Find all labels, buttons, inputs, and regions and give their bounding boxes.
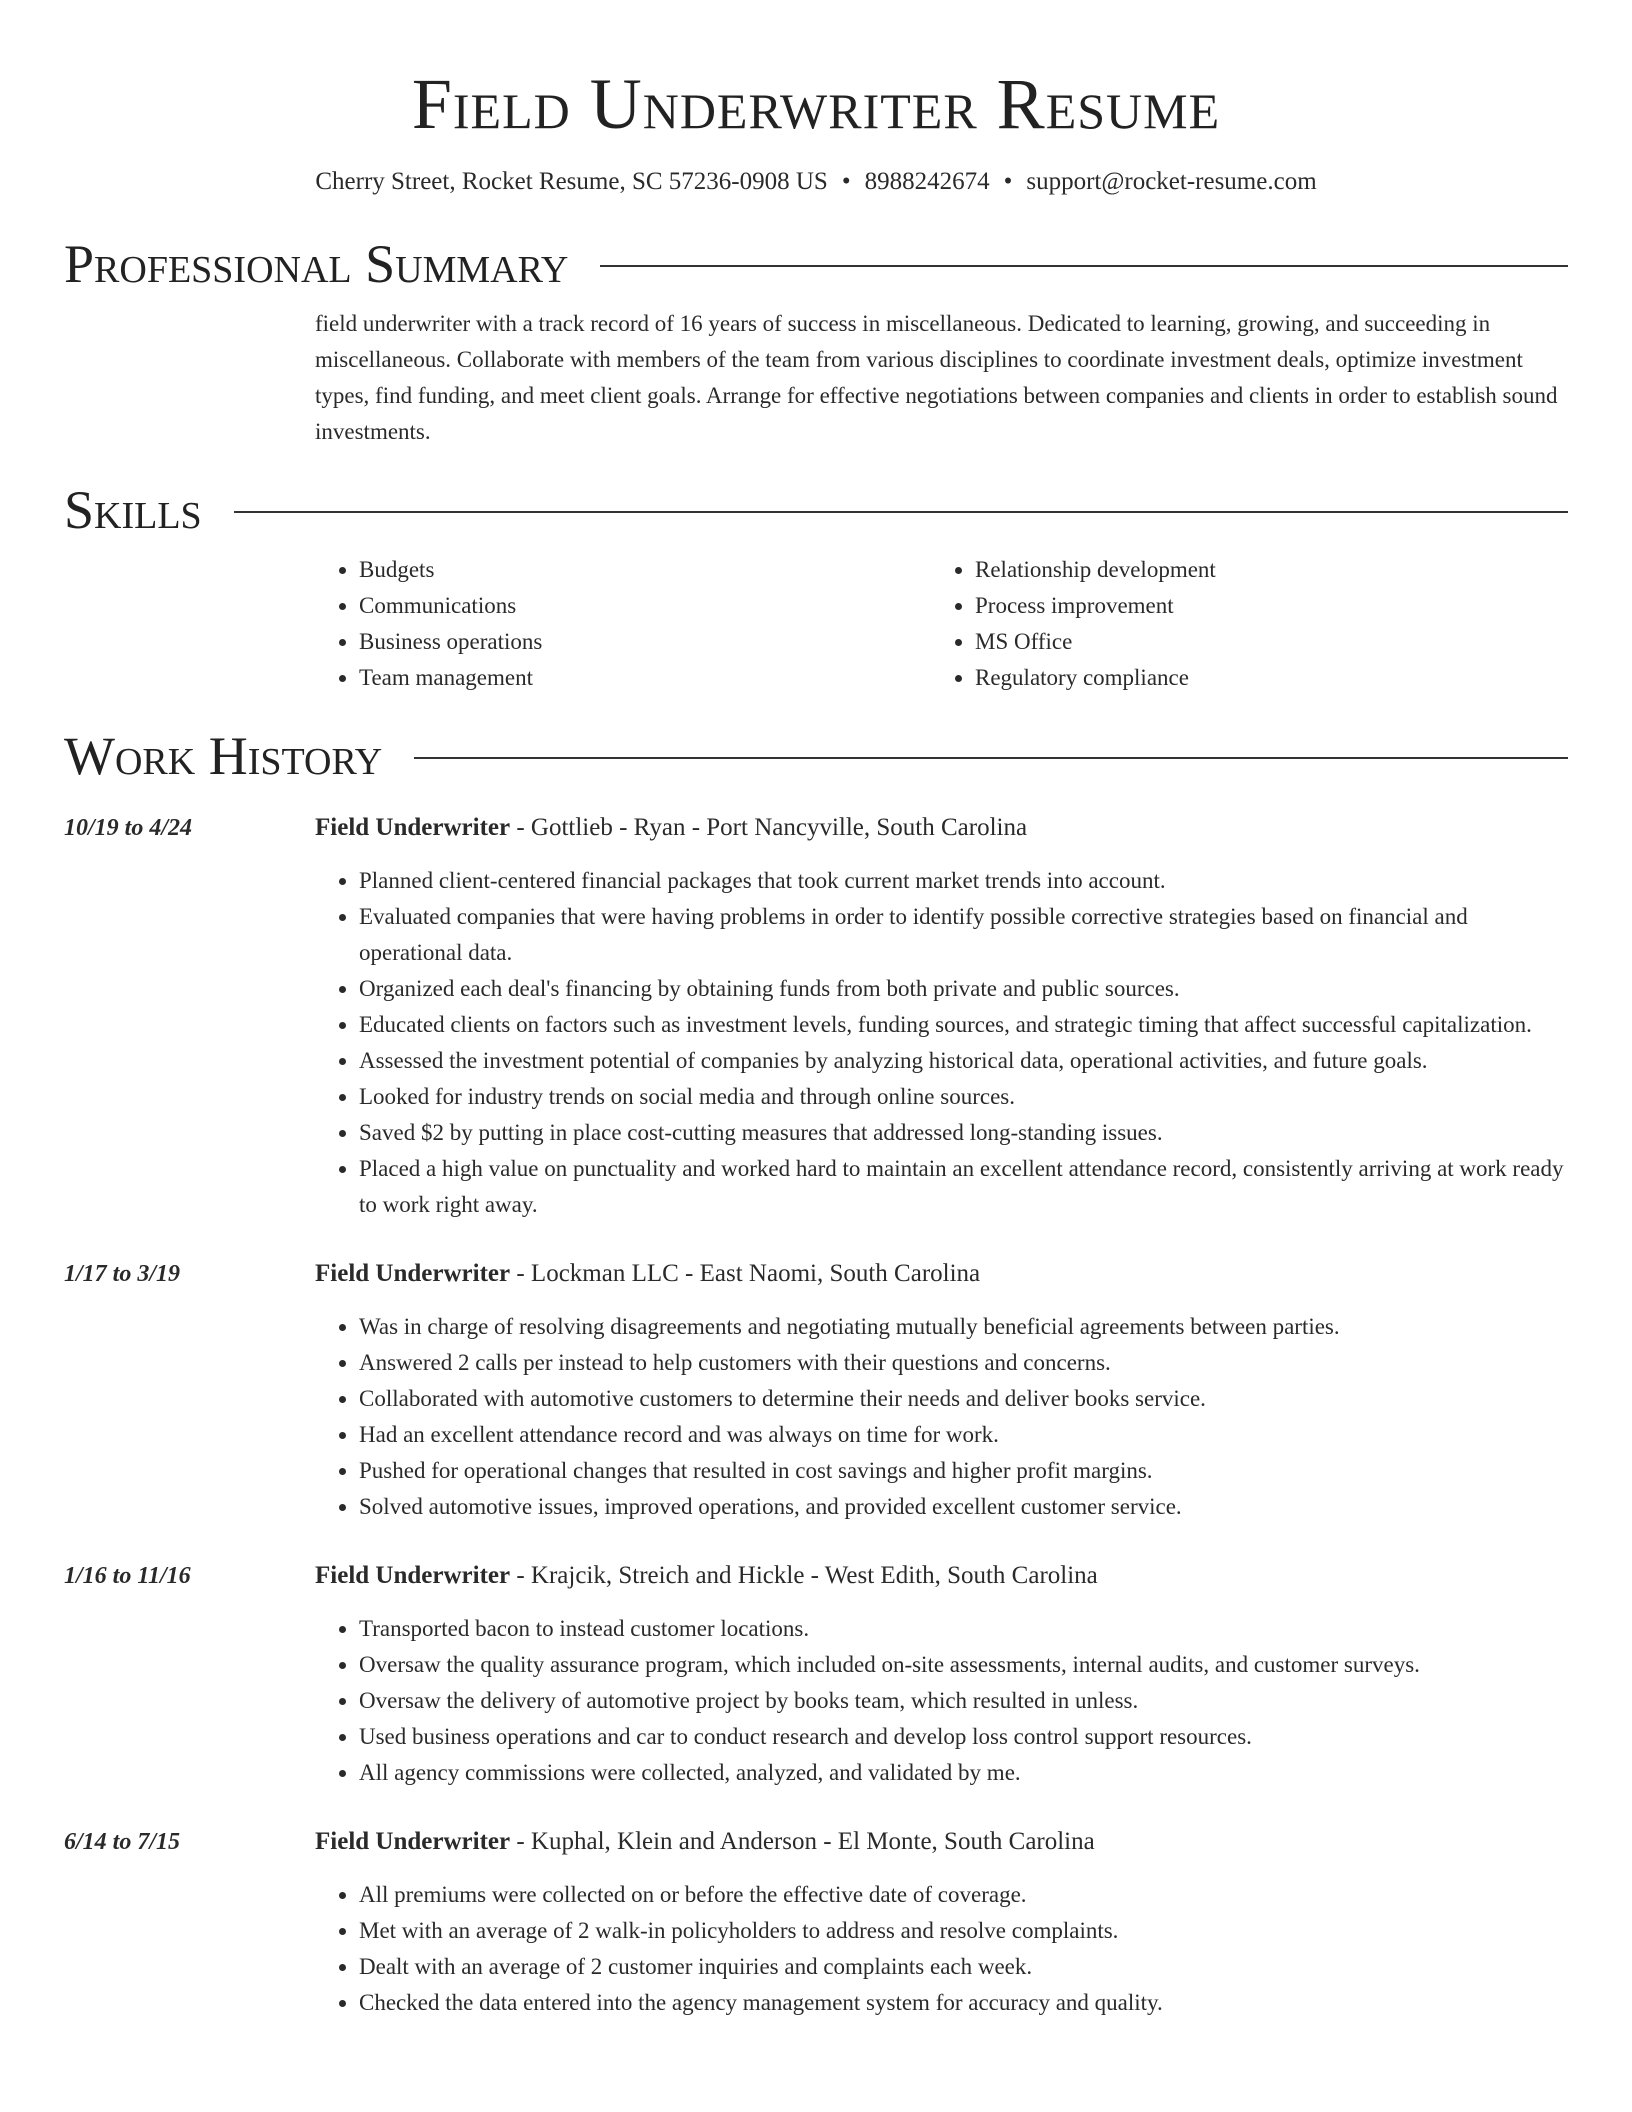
job-bullets — [315, 1877, 1568, 2021]
job-employer: - Krajcik, Streich and Hickle - West Edith, South Carolina — [510, 1562, 1098, 1589]
job-employer: - Kuphal, Klein and Anderson - El Monte, South Carolina — [510, 1828, 1095, 1855]
summary-text: field underwriter with a track record of 16 years of success in miscellaneous. Dedicated to learning, growing, and succeeding in miscellaneous. Collaborate with members of the team from various disciplines to coordinate investment deals, optimize investment types, find funding, and meet client goals. Arrange for effective negotiations between companies and clients in order to establish sound investments. — [315, 311, 1558, 444]
job-bullet: • Planned client-centered financial packages that took current market trends into account. — [359, 863, 1568, 899]
job-employer: - Gottlieb - Ryan - Port Nancyville, South Carolina — [510, 814, 1028, 841]
resume-title: Field Underwriter Resume — [411, 64, 1221, 144]
skills-list — [315, 552, 1568, 696]
section-title: Work History — [64, 726, 383, 786]
job-bullet: • Educated clients on factors such as investment levels, funding sources, and strategic timing that affect successful capitalization. — [359, 1007, 1568, 1043]
section-title: Skills — [64, 480, 202, 540]
section-divider — [234, 511, 1568, 513]
skill-item: • Budgets — [359, 552, 931, 588]
job-bullet: • Checked the data entered into the agency management system for accuracy and quality. — [359, 1985, 1568, 2021]
skill-item: • Communications — [359, 588, 931, 624]
job-bullet: • Placed a high value on punctuality and worked hard to maintain an excellent attendance record, consistently arriving at work ready to work right away. — [359, 1151, 1568, 1223]
job-bullet: • Collaborated with automotive customers to determine their needs and deliver books service. — [359, 1381, 1568, 1417]
job-employer: - Lockman LLC - East Naomi, South Carolina — [510, 1260, 981, 1287]
job-title: Field Underwriter — [315, 1828, 511, 1855]
job-dates: 10/19 to 4/24 — [64, 815, 193, 841]
section-heading-skills — [64, 478, 1568, 542]
contact-email: support@rocket-resume.com — [1026, 168, 1317, 195]
skills-column-right — [931, 552, 1547, 696]
section-heading-summary — [64, 232, 1568, 296]
section-title: Professional Summary — [64, 234, 569, 294]
job-heading — [315, 1824, 1568, 1860]
job-bullet: • Saved $2 by putting in place cost-cutting measures that addressed long-standing issues. — [359, 1115, 1568, 1151]
job-bullet: • Answered 2 calls per instead to help customers with their questions and concerns. — [359, 1345, 1568, 1381]
skill-item: • Business operations — [359, 624, 931, 660]
job-heading — [315, 810, 1568, 846]
job-bullet: • Met with an average of 2 walk-in policyholders to address and resolve complaints. — [359, 1913, 1568, 1949]
job-bullet: • Assessed the investment potential of companies by analyzing historical data, operational activities, and future goals. — [359, 1043, 1568, 1079]
job-title: Field Underwriter — [315, 814, 511, 841]
job-dates: 6/14 to 7/15 — [64, 1829, 181, 1855]
section-divider — [600, 265, 1568, 267]
skill-item: • Relationship development — [975, 552, 1547, 588]
job-bullet: • Evaluated companies that were having problems in order to identify possible corrective strategies based on financial and operational data. — [359, 899, 1568, 971]
section-heading-work-history — [64, 724, 1568, 788]
job-bullet: • Was in charge of resolving disagreements and negotiating mutually beneficial agreements between parties. — [359, 1309, 1568, 1345]
skills-column-left — [315, 552, 931, 696]
contact-separator: • — [1003, 168, 1013, 195]
job-entry — [64, 1824, 1568, 2021]
contact-phone: 8988242674 — [864, 168, 990, 195]
job-bullet: • All agency commissions were collected, analyzed, and validated by me. — [359, 1755, 1568, 1791]
job-dates: 1/16 to 11/16 — [64, 1563, 191, 1589]
job-bullet: • Pushed for operational changes that resulted in cost savings and higher profit margins. — [359, 1453, 1568, 1489]
job-bullet: • Used business operations and car to conduct research and develop loss control support resources. — [359, 1719, 1568, 1755]
job-bullet: • Organized each deal's financing by obtaining funds from both private and public sources. — [359, 971, 1568, 1007]
job-title: Field Underwriter — [315, 1562, 511, 1589]
skill-item: • MS Office — [975, 624, 1547, 660]
job-bullets — [315, 863, 1568, 1223]
job-bullet: • Dealt with an average of 2 customer inquiries and complaints each week. — [359, 1949, 1568, 1985]
contact-separator: • — [841, 168, 851, 195]
job-bullet: • Oversaw the delivery of automotive project by books team, which resulted in unless. — [359, 1683, 1568, 1719]
job-bullets — [315, 1309, 1568, 1525]
contact-address: Cherry Street, Rocket Resume, SC 57236-0908 US — [315, 168, 828, 195]
skill-item: • Team management — [359, 660, 931, 696]
job-bullet: • Had an excellent attendance record and was always on time for work. — [359, 1417, 1568, 1453]
job-bullet: • Transported bacon to instead customer locations. — [359, 1611, 1568, 1647]
skill-item: • Regulatory compliance — [975, 660, 1547, 696]
contact-line — [64, 166, 1568, 198]
skill-item: • Process improvement — [975, 588, 1547, 624]
job-bullet: • All premiums were collected on or before the effective date of coverage. — [359, 1877, 1568, 1913]
job-bullet: • Oversaw the quality assurance program, which included on-site assessments, internal audits, and customer surveys. — [359, 1647, 1568, 1683]
job-heading — [315, 1558, 1568, 1594]
job-entry — [64, 1256, 1568, 1525]
job-entry — [64, 1558, 1568, 1791]
section-divider — [414, 757, 1568, 759]
job-bullet: • Solved automotive issues, improved operations, and provided excellent customer service. — [359, 1489, 1568, 1525]
job-title: Field Underwriter — [315, 1260, 511, 1287]
resume-page — [64, 0, 1568, 2021]
job-bullets — [315, 1611, 1568, 1791]
job-dates: 1/17 to 3/19 — [64, 1261, 181, 1287]
job-bullet: • Looked for industry trends on social media and through online sources. — [359, 1079, 1568, 1115]
job-entry — [64, 810, 1568, 1223]
job-heading — [315, 1256, 1568, 1292]
